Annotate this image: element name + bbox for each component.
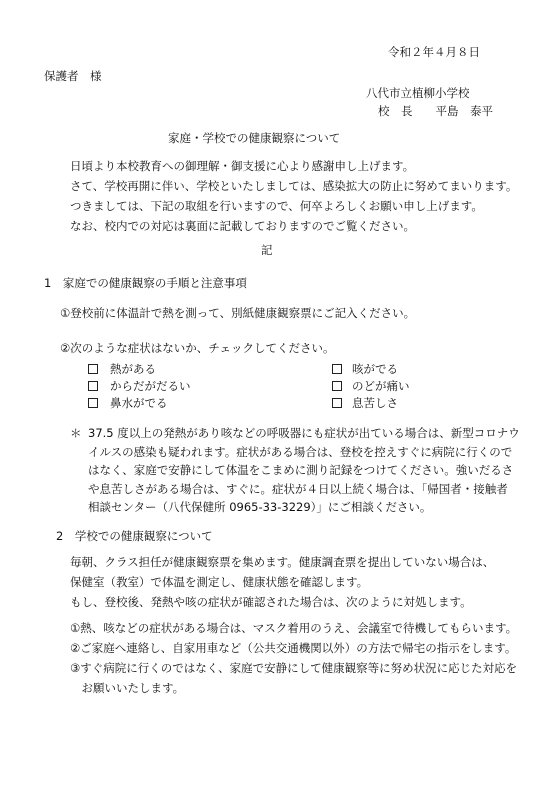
note-line: 37.5 度以上の発熱があり咳などの呼吸器にも症状が出ている場合は、新型コロナウ xyxy=(88,426,520,440)
intro-line: 日頃より本校教育への御理解・御支援に心より感謝申し上げます。 xyxy=(70,159,415,173)
school-name: 八代市立植柳小学校 xyxy=(366,86,470,100)
fever-note xyxy=(70,424,520,517)
body-line: 保健室（教室）で体温を測定し、健康状態を確認します。 xyxy=(70,575,369,589)
symptom-checkbox[interactable] xyxy=(332,364,342,374)
note-line: イルスの感染も疑われます。症状がある場合は、登校を控えすぐに病院に行くので xyxy=(88,444,513,459)
symptom-checkbox[interactable] xyxy=(88,381,98,391)
symptom-label: からだがだるい xyxy=(110,379,191,393)
intro-line: なお、校内での対応は裏面に記載しておりますのでご覧ください。 xyxy=(70,219,415,233)
section2-actions xyxy=(70,618,517,698)
symptom-checkbox[interactable] xyxy=(332,381,342,391)
asterisk-mark: ＊ xyxy=(70,426,82,440)
document-title: 家庭・学校での健康観察について xyxy=(168,131,341,145)
symptom-checklist xyxy=(88,361,448,412)
note-line: や息苦しさがある場合は、すぐに。症状が４日以上続く場合は、「帰国者・接触者 xyxy=(88,481,508,496)
body-line: もし、登校後、発熱や咳の症状が確認された場合は、次のように対処します。 xyxy=(70,595,472,609)
section1-step2: ②次のような症状はないか、チェックしてください。 xyxy=(60,341,335,355)
body-line: 毎朝、クラス担任が健康観察票を集めます。健康調査票を提出していない場合は、 xyxy=(70,555,495,569)
document-date: 令和２年４月８日 xyxy=(388,45,480,59)
intro-paragraph xyxy=(70,156,517,236)
symptom-checkbox[interactable] xyxy=(332,398,342,408)
action-line: お願いいたします。 xyxy=(70,681,185,695)
section1-step1: ①登校前に体温計で熱を測って、別紙健康観察票にご記入ください。 xyxy=(60,306,416,320)
intro-line: つきましては、下記の取組を行いますので、何卒よろしくお願い申し上げます。 xyxy=(70,199,483,213)
symptom-label: 熱がある xyxy=(110,362,156,376)
symptom-label: 息苦しさ xyxy=(352,396,398,410)
symptom-label: のどが痛い xyxy=(352,379,410,393)
ki-heading: 記 xyxy=(261,243,273,257)
symptom-label: 鼻水がでる xyxy=(110,396,168,410)
action-line: ③すぐ病院に行くのではなく、家庭で安静にして健康観察等に努め状況に応じた対応を xyxy=(70,661,518,675)
addressee: 保護者 様 xyxy=(44,69,102,83)
action-line: ②ご家庭へ連絡し、自家用車など（公共交通機関以外）の方法で帰宅の指示をします。 xyxy=(70,641,517,655)
intro-line: さて、学校再開に伴い、学校といたしましては、感染拡大の防止に努めてまいります。 xyxy=(70,179,518,193)
note-line: はなく、家庭で安静にして体温をこまめに測り記録をつけてください。強いだるさ xyxy=(88,463,514,477)
action-line: ①熱、咳などの症状がある場合は、マスク着用のうえ、会議室で待機してもらいます。 xyxy=(70,621,518,635)
note-line: 相談センター（八代保健所 0965-33-3229）」にご相談ください。 xyxy=(88,500,432,514)
principal-name: 校 長 平島 泰平 xyxy=(378,104,493,118)
section1-heading: 1 家庭での健康観察の手順と注意事項 xyxy=(44,276,247,290)
symptom-label: 咳がでる xyxy=(352,362,398,376)
section2-body xyxy=(70,552,494,612)
symptom-checkbox[interactable] xyxy=(88,398,98,408)
symptom-checkbox[interactable] xyxy=(88,364,98,374)
section2-heading: 2 学校での健康観察について xyxy=(56,529,213,543)
